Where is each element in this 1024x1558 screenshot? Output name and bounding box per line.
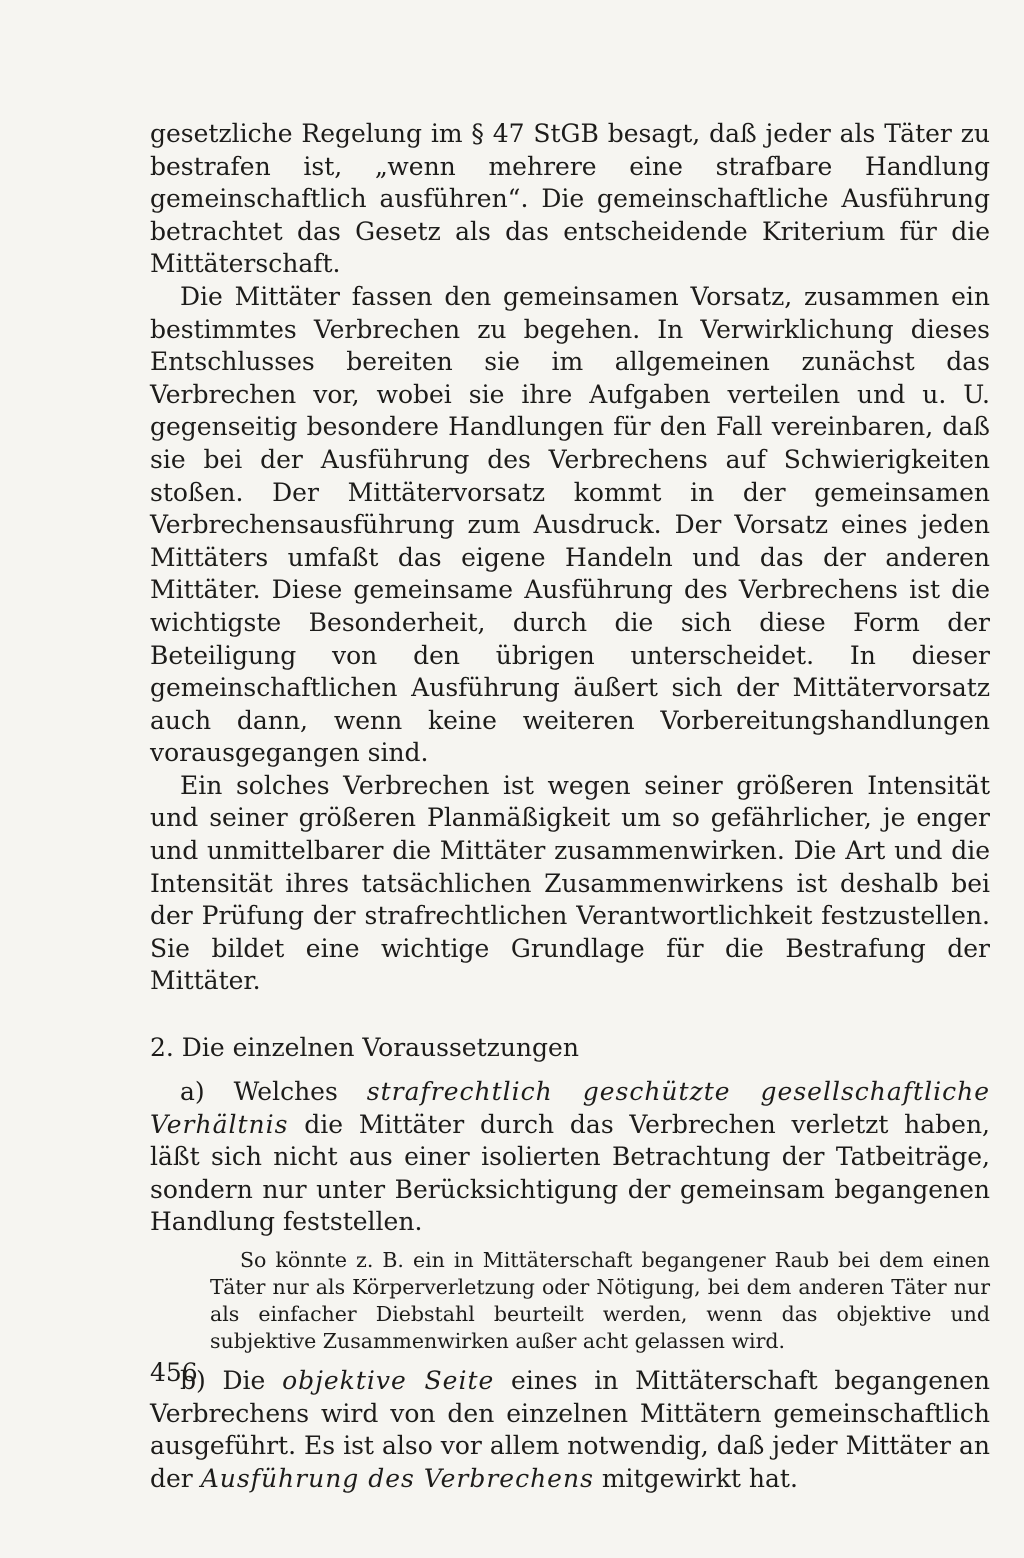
- paragraph-b: [150, 1365, 990, 1495]
- paragraph-b-start: b) Die: [180, 1366, 283, 1395]
- paragraph-b-emphasis-1: objektive Seite: [282, 1366, 495, 1395]
- page-number: 456: [150, 1358, 198, 1387]
- paragraph-b-end: mitgewirkt hat.: [593, 1463, 798, 1493]
- paragraph-a-emphasis: strafrechtlich geschützte gesellschaftliche Verhältnis: [150, 1077, 990, 1139]
- paragraph-a-end: die Mittäter durch das Verbrechen verletzt haben, läßt sich nicht aus einer isolierten Betrachtung der Tatbeiträge, sondern nur unter Berücksichtigung der gemeinsam begangenen Handlung feststellen.: [150, 1109, 990, 1237]
- page-body: [150, 118, 990, 1495]
- paragraph-b-middle: eines in Mittäterschaft begangenen Verbrechens wird von den einzelnen Mittätern gemeinschaftlich ausgeführt. Es ist also vor allem notwendig, daß jeder Mittäter an der: [150, 1366, 990, 1493]
- paragraph-b-emphasis-2: Ausführung des Verbrechens: [200, 1463, 594, 1493]
- paragraph-3: Ein solches Verbrechen ist wegen seiner größeren Intensität und seiner größeren Planmäßigkeit um so gefährlicher, je enger und unmittelbarer die Mittäter zusammenwirken. Die Art und die Intensität ihres tatsächlichen Zusammenwirkens ist deshalb bei der Prüfung der strafrechtlichen Verantwortlichkeit festzustellen. Sie bildet eine wichtige Grundlage für die Bestrafung der Mittäter.: [150, 770, 990, 996]
- paragraph-a-start: a) Welches: [180, 1077, 367, 1107]
- paragraph-a: [150, 1076, 990, 1239]
- paragraph-2: Die Mittäter fassen den gemeinsamen Vorsatz, zusammen ein bestimmtes Verbrechen zu begehen. In Verwirklichung dieses Entschlusses bereiten sie im allgemeinen zunächst das Verbrechen vor, wobei sie ihre Aufgaben verteilen und u. U. gegenseitig besondere Handlungen für den Fall vereinbaren, daß sie bei der Ausführung des Verbrechens auf Schwierigkeiten stoßen. Der Mittätervorsatz kommt in der gemeinsamen Verbrechensausführung zum Ausdruck. Der Vorsatz eines jeden Mittäters umfaßt das eigene Handeln und das der anderen Mittäter. Diese gemeinsame Ausführung des Verbrechens ist die wichtigste Besonderheit, durch die sich diese Form der Beteiligung von den übrigen unterscheidet. In dieser gemeinschaftlichen Ausführung äußert sich der Mittätervorsatz auch dann, wenn keine weiteren Vorbereitungshandlungen vorausgegangen sind.: [150, 281, 990, 768]
- example-note: So könnte z. B. ein in Mittäterschaft begangener Raub bei dem einen Täter nur als Körperverletzung oder Nötigung, bei dem anderen Täter nur als einfacher Diebstahl beurteilt werden, wenn das objektive und subjektive Zusammenwirken außer acht gelassen wird.: [210, 1248, 990, 1353]
- paragraph-1: gesetzliche Regelung im § 47 StGB besagt, daß jeder als Täter zu bestrafen ist, „wenn mehrere eine strafbare Handlung gemeinschaftlich ausführen“. Die gemeinschaftliche Ausführung betrachtet das Gesetz als das entscheidende Kriterium für die Mittäterschaft.: [150, 119, 990, 279]
- section-heading: 2. Die einzelnen Voraussetzungen: [150, 1033, 579, 1063]
